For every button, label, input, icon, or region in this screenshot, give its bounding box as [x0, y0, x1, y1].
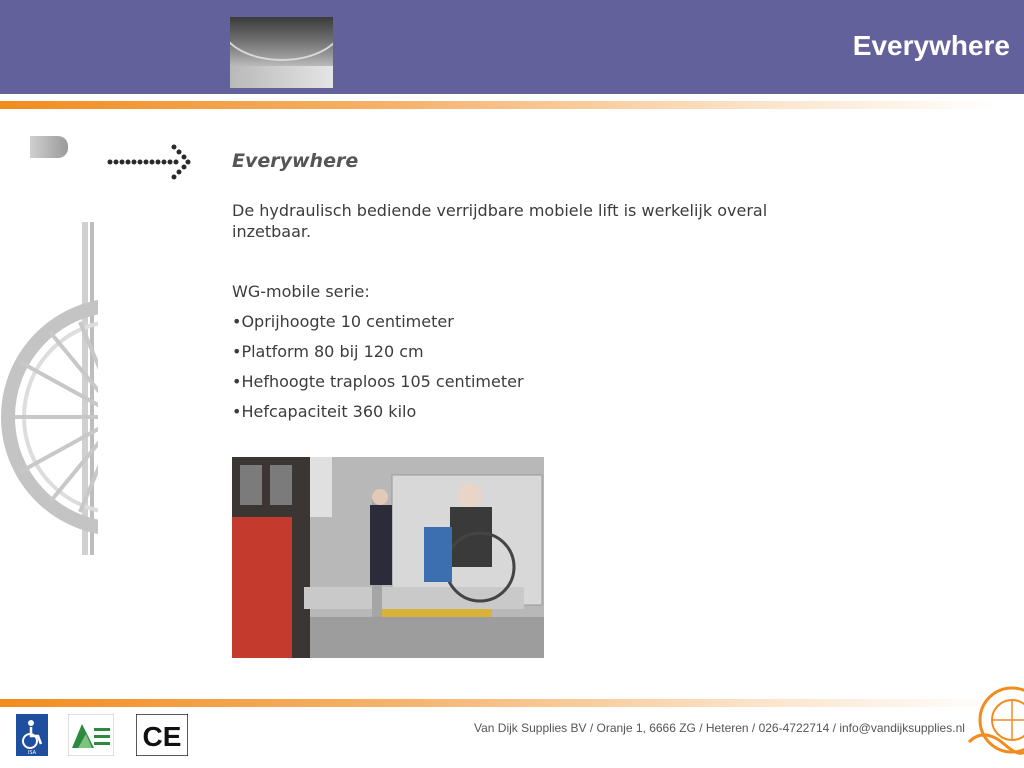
station-arch — [230, 17, 333, 61]
arrow-icon — [106, 143, 192, 183]
bottom-divider — [0, 699, 1000, 707]
page-title: Everywhere — [852, 30, 1010, 61]
main-content — [232, 150, 832, 421]
list-item: •Hefcapaciteit 360 kilo — [232, 402, 417, 421]
list-item: •Oprijhoogte 10 centimeter — [232, 312, 454, 331]
ce-mark-text: CE — [142, 721, 182, 752]
station-platform — [230, 66, 333, 88]
lift-photo — [232, 457, 544, 658]
spec-list — [232, 312, 832, 421]
accessibility-icon — [16, 714, 48, 756]
grey-tab-decoration — [30, 136, 68, 158]
accessibility-label: ISA — [27, 750, 37, 756]
top-divider — [0, 101, 1000, 109]
globe-logo-icon — [964, 682, 1024, 768]
list-item: •Platform 80 bij 120 cm — [232, 342, 424, 361]
ce-mark-icon — [136, 714, 188, 756]
series-label: WG-mobile serie: — [232, 282, 370, 301]
wheelchair-wheel-icon — [0, 222, 98, 555]
intro-text: De hydraulisch bediende verrijdbare mobiele lift is werkelijk overal inzetbaar. — [232, 201, 768, 241]
list-item: •Hefhoogte traploos 105 centimeter — [232, 372, 524, 391]
header-bar — [0, 0, 1024, 94]
association-logo-icon — [68, 714, 114, 756]
section-title: Everywhere — [232, 150, 359, 172]
footer-address: Van Dijk Supplies BV / Oranje 1, 6666 ZG / Heteren / 026-4722714 / info@vandijksupplies.nl — [474, 721, 965, 735]
station-photo — [230, 17, 333, 88]
